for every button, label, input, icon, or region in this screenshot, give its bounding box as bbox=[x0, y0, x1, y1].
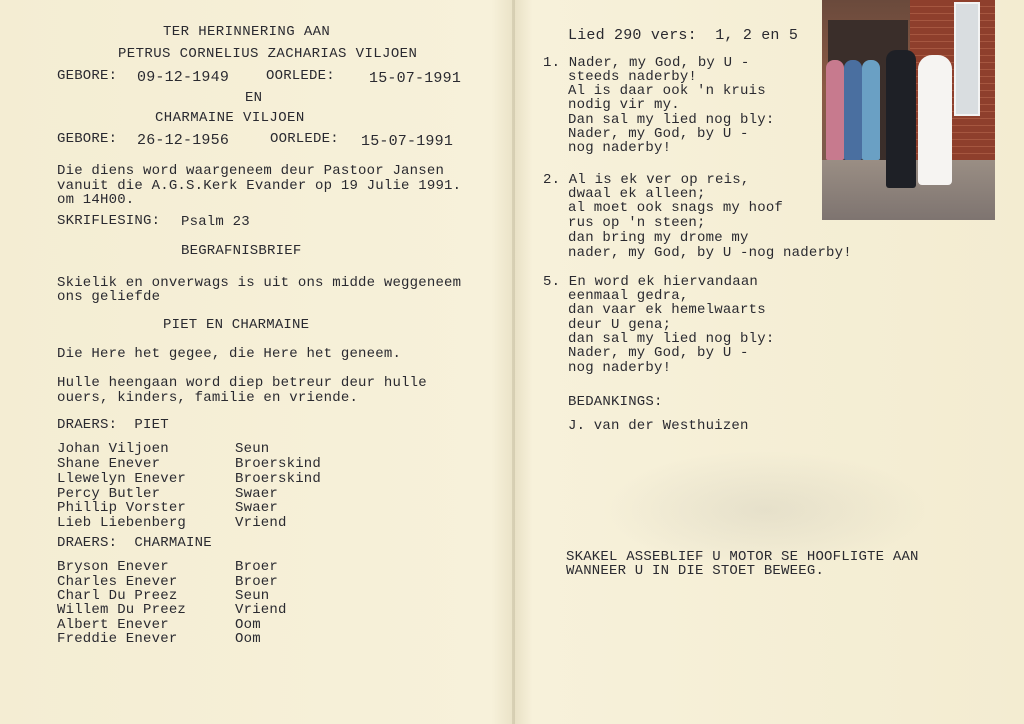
bearer-name: Charles Enever bbox=[57, 574, 178, 590]
thanks-label: BEDANKINGS: bbox=[568, 394, 663, 410]
born-label-2: GEBORE: bbox=[57, 131, 118, 147]
bearer-relation: Broer bbox=[235, 574, 279, 590]
paragraph1-line1: Skielik en onverwags is uit ons midde weggeneem bbox=[57, 275, 462, 291]
reading-label: SKRIFLESING: bbox=[57, 213, 161, 229]
photo-bride bbox=[918, 55, 952, 185]
service-line-1: Die diens word waargeneem deur Pastoor Jansen bbox=[57, 163, 445, 179]
bearer-relation: Oom bbox=[235, 631, 261, 647]
bearer-name: Albert Enever bbox=[57, 617, 169, 633]
person1-died-date: 15-07-1991 bbox=[369, 70, 462, 87]
bearer-name: Shane Enever bbox=[57, 456, 161, 472]
wedding-photo bbox=[822, 0, 995, 220]
reading-value: Psalm 23 bbox=[181, 214, 250, 230]
verse-line: Nader, my God, by U - bbox=[568, 126, 749, 142]
bearer-relation: Swaer bbox=[235, 500, 279, 516]
person1-born-date: 09-12-1949 bbox=[137, 69, 230, 86]
verse-line: Nader, my God, by U - bbox=[568, 345, 749, 361]
thanks-name: J. van der Westhuizen bbox=[568, 418, 749, 434]
and-separator: EN bbox=[245, 90, 263, 106]
bearer-name: Bryson Enever bbox=[57, 559, 169, 575]
service-line-2: vanuit die A.G.S.Kerk Evander op 19 Julie 1991. bbox=[57, 178, 462, 194]
verse-line: al moet ook snags my hoof bbox=[568, 200, 784, 216]
paragraph2-line1: Hulle heengaan word diep betreur deur hulle bbox=[57, 375, 427, 391]
photo-window bbox=[954, 2, 980, 116]
person2-name: CHARMAINE VILJOEN bbox=[155, 110, 305, 126]
verse-line: 5. En word ek hiervandaan bbox=[543, 274, 759, 290]
bearer-relation: Vriend bbox=[235, 602, 287, 618]
verse-line: nog naderby! bbox=[568, 360, 672, 376]
memorial-heading: TER HERINNERING AAN bbox=[163, 24, 331, 40]
couple-names: PIET EN CHARMAINE bbox=[163, 317, 310, 333]
born-label-1: GEBORE: bbox=[57, 68, 118, 84]
photo-guest bbox=[862, 60, 880, 160]
verse-line: rus op 'n steen; bbox=[568, 215, 706, 231]
verse-line: Dan sal my lied nog bly: bbox=[568, 112, 775, 128]
died-label-1: OORLEDE: bbox=[266, 68, 335, 84]
person2-died-date: 15-07-1991 bbox=[361, 133, 454, 150]
verse-line: nodig vir my. bbox=[568, 97, 680, 113]
paragraph1-line2: ons geliefde bbox=[57, 289, 161, 305]
service-line-3: om 14H00. bbox=[57, 192, 135, 208]
notice-line-1: SKAKEL ASSEBLIEF U MOTOR SE HOOFLIGTE AAN bbox=[566, 549, 919, 565]
verse-line: 2. Al is ek ver op reis, bbox=[543, 172, 750, 188]
letter-title: BEGRAFNISBRIEF bbox=[181, 243, 302, 259]
bearer-relation: Seun bbox=[235, 441, 270, 457]
bearer-relation: Swaer bbox=[235, 486, 279, 502]
bearer-relation: Seun bbox=[235, 588, 270, 604]
verse-line: dan bring my drome my bbox=[568, 230, 749, 246]
bearer-name: Percy Butler bbox=[57, 486, 161, 502]
photo-guest bbox=[826, 60, 844, 160]
verse-line: eenmaal gedra, bbox=[568, 288, 689, 304]
photo-groom bbox=[886, 50, 916, 188]
bearer-name: Freddie Enever bbox=[57, 631, 178, 647]
verse-line: steeds naderby! bbox=[568, 69, 698, 85]
verse-line: dan vaar ek hemelwaarts bbox=[568, 302, 766, 318]
verse-line: nader, my God, by U -nog naderby! bbox=[568, 245, 852, 261]
bearer-relation: Broerskind bbox=[235, 456, 322, 472]
bearer-relation: Broer bbox=[235, 559, 279, 575]
page-fold bbox=[512, 0, 515, 724]
verse-line: dan sal my lied nog bly: bbox=[568, 331, 775, 347]
verse-line: 1. Nader, my God, by U - bbox=[543, 55, 750, 71]
verse-line: dwaal ek alleen; bbox=[568, 186, 706, 202]
verse-line: nog naderby! bbox=[568, 140, 672, 156]
bearer-name: Llewelyn Enever bbox=[57, 471, 187, 487]
died-label-2: OORLEDE: bbox=[270, 131, 339, 147]
verse-line: deur U gena; bbox=[568, 317, 672, 333]
scripture-quote: Die Here het gegee, die Here het geneem. bbox=[57, 346, 402, 362]
bearer-relation: Broerskind bbox=[235, 471, 322, 487]
bearer-name: Charl Du Preez bbox=[57, 588, 178, 604]
notice-line-2: WANNEER U IN DIE STOET BEWEEG. bbox=[566, 563, 825, 579]
verse-line: Al is daar ook 'n kruis bbox=[568, 83, 766, 99]
paragraph2-line2: ouers, kinders, familie en vriende. bbox=[57, 390, 359, 406]
bearer-name: Johan Viljoen bbox=[57, 441, 169, 457]
bearer-name: Lieb Liebenberg bbox=[57, 515, 187, 531]
bearers-charmaine-title: DRAERS: CHARMAINE bbox=[57, 535, 212, 551]
bearer-name: Willem Du Preez bbox=[57, 602, 187, 618]
bearer-relation: Vriend bbox=[235, 515, 287, 531]
photo-guest bbox=[844, 60, 862, 160]
bearer-name: Phillip Vorster bbox=[57, 500, 187, 516]
person2-born-date: 26-12-1956 bbox=[137, 132, 230, 149]
bearer-relation: Oom bbox=[235, 617, 261, 633]
person1-name: PETRUS CORNELIUS ZACHARIAS VILJOEN bbox=[118, 46, 418, 62]
bearers-piet-title: DRAERS: PIET bbox=[57, 417, 169, 433]
hymn-header: Lied 290 vers: 1, 2 en 5 bbox=[568, 27, 799, 44]
